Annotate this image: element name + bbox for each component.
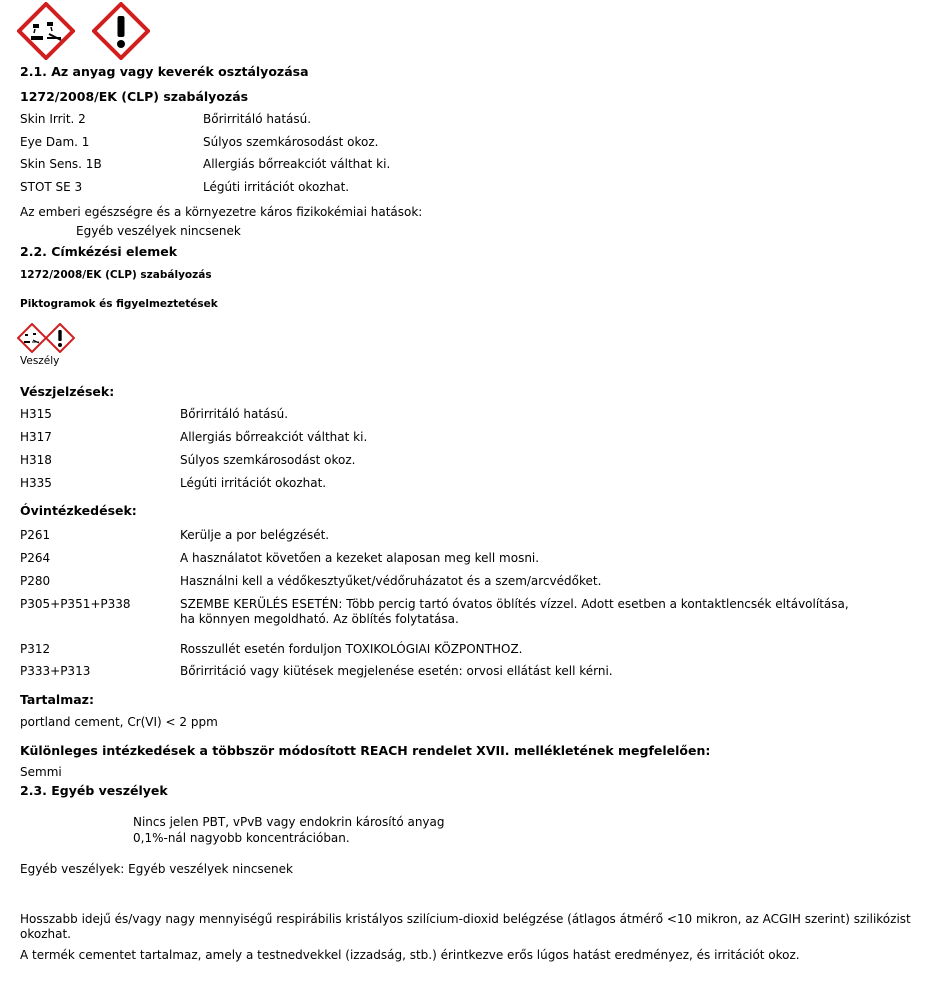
corrosion-pictogram — [17, 2, 75, 60]
precaution-text: A használatot követően a kezeket alaposan meg kell mosni. — [180, 551, 540, 565]
hazard-text: Súlyos szemkárosodást okoz. — [180, 453, 356, 467]
hazard-code: H335 — [20, 476, 52, 490]
exclamation-pictogram-small — [45, 323, 75, 353]
contains-heading: Tartalmaz: — [20, 692, 94, 707]
precaution-text: SZEMBE KERÜLÉS ESETÉN: Több percig tartó óvatos öblítés vízzel. Adott esetben a kontaktlencsék eltávolítása, ha könnyen megoldható. Az öblítés folytatása. — [180, 597, 849, 626]
section-2-1-regulation: 1272/2008/EK (CLP) szabályozás — [20, 89, 249, 104]
other-hazards: Egyéb veszélyek: Egyéb veszélyek nincsenek — [20, 862, 293, 876]
precaution-code: P280 — [20, 574, 51, 588]
classification-text: Légúti irritációt okozhat. — [203, 180, 350, 194]
contains-value: portland cement, Cr(VI) < 2 ppm — [20, 715, 218, 729]
effects-label: Az emberi egészségre és a környezetre káros fizikokémiai hatások: — [20, 205, 423, 219]
precaution-code: P305+P351+P338 — [20, 597, 131, 611]
reach-heading: Különleges intézkedések a többször módosított REACH rendelet XVII. mellékletének megfelelően: — [20, 743, 711, 758]
section-2-2-heading: 2.2. Címkézési elemek — [20, 244, 178, 259]
section-2-2-regulation: 1272/2008/EK (CLP) szabályozás — [20, 269, 212, 281]
hazard-code: H315 — [20, 407, 52, 421]
precaution-heading: Óvintézkedések: — [20, 503, 137, 518]
effects-value: Egyéb veszélyek nincsenek — [76, 224, 241, 238]
section-2-1-heading: 2.1. Az anyag vagy keverék osztályozása — [20, 64, 309, 79]
classification-code: Skin Sens. 1B — [20, 157, 102, 171]
precaution-code: P264 — [20, 551, 51, 565]
hazard-code: H318 — [20, 453, 52, 467]
exclamation-pictogram — [92, 2, 150, 60]
precaution-code: P261 — [20, 528, 51, 542]
section-2-3-heading: 2.3. Egyéb veszélyek — [20, 783, 168, 798]
silica-note: Hosszabb idejű és/vagy nagy mennyiségű respirábilis kristályos szilícium-dioxid belégzése (átlagos átmérő <10 mikron, az ACGIH szerint) szilikózist okozhat. — [20, 912, 911, 941]
hazard-text: Bőrirritáló hatású. — [180, 407, 289, 421]
reach-value: Semmi — [20, 765, 62, 779]
precaution-text: Kerülje a por belégzését. — [180, 528, 330, 542]
pbt-line-2: 0,1%-nál nagyobb koncentrációban. — [133, 831, 350, 845]
classification-text: Bőrirritáló hatású. — [203, 112, 312, 126]
classification-text: Súlyos szemkárosodást okoz. — [203, 135, 379, 149]
hazard-code: H317 — [20, 430, 52, 444]
pbt-line-1: Nincs jelen PBT, vPvB vagy endokrin károsító anyag — [133, 815, 445, 829]
classification-code: Skin Irrit. 2 — [20, 112, 86, 126]
precaution-text: Bőrirritáció vagy kiütések megjelenése esetén: orvosi ellátást kell kérni. — [180, 664, 613, 678]
classification-text: Allergiás bőrreakciót válthat ki. — [203, 157, 391, 171]
precaution-code: P333+P313 — [20, 664, 91, 678]
precaution-text: Használni kell a védőkesztyűket/védőruházatot és a szem/arcvédőket. — [180, 574, 602, 588]
cement-note: A termék cementet tartalmaz, amely a testnedvekkel (izzadság, stb.) érintkezve erős lúgos hatást eredményez, és irritációt okoz. — [20, 948, 800, 962]
signal-word: Veszély — [20, 355, 60, 367]
pictograms-heading: Piktogramok és figyelmeztetések — [20, 298, 218, 310]
corrosion-pictogram-small — [17, 323, 47, 353]
hazard-text: Légúti irritációt okozhat. — [180, 476, 327, 490]
hazard-heading: Vészjelzések: — [20, 384, 115, 399]
precaution-text: Rosszullét esetén forduljon TOXIKOLÓGIAI KÖZPONTHOZ. — [180, 642, 523, 656]
classification-code: Eye Dam. 1 — [20, 135, 90, 149]
precaution-code: P312 — [20, 642, 51, 656]
hazard-text: Allergiás bőrreakciót válthat ki. — [180, 430, 368, 444]
classification-code: STOT SE 3 — [20, 180, 83, 194]
